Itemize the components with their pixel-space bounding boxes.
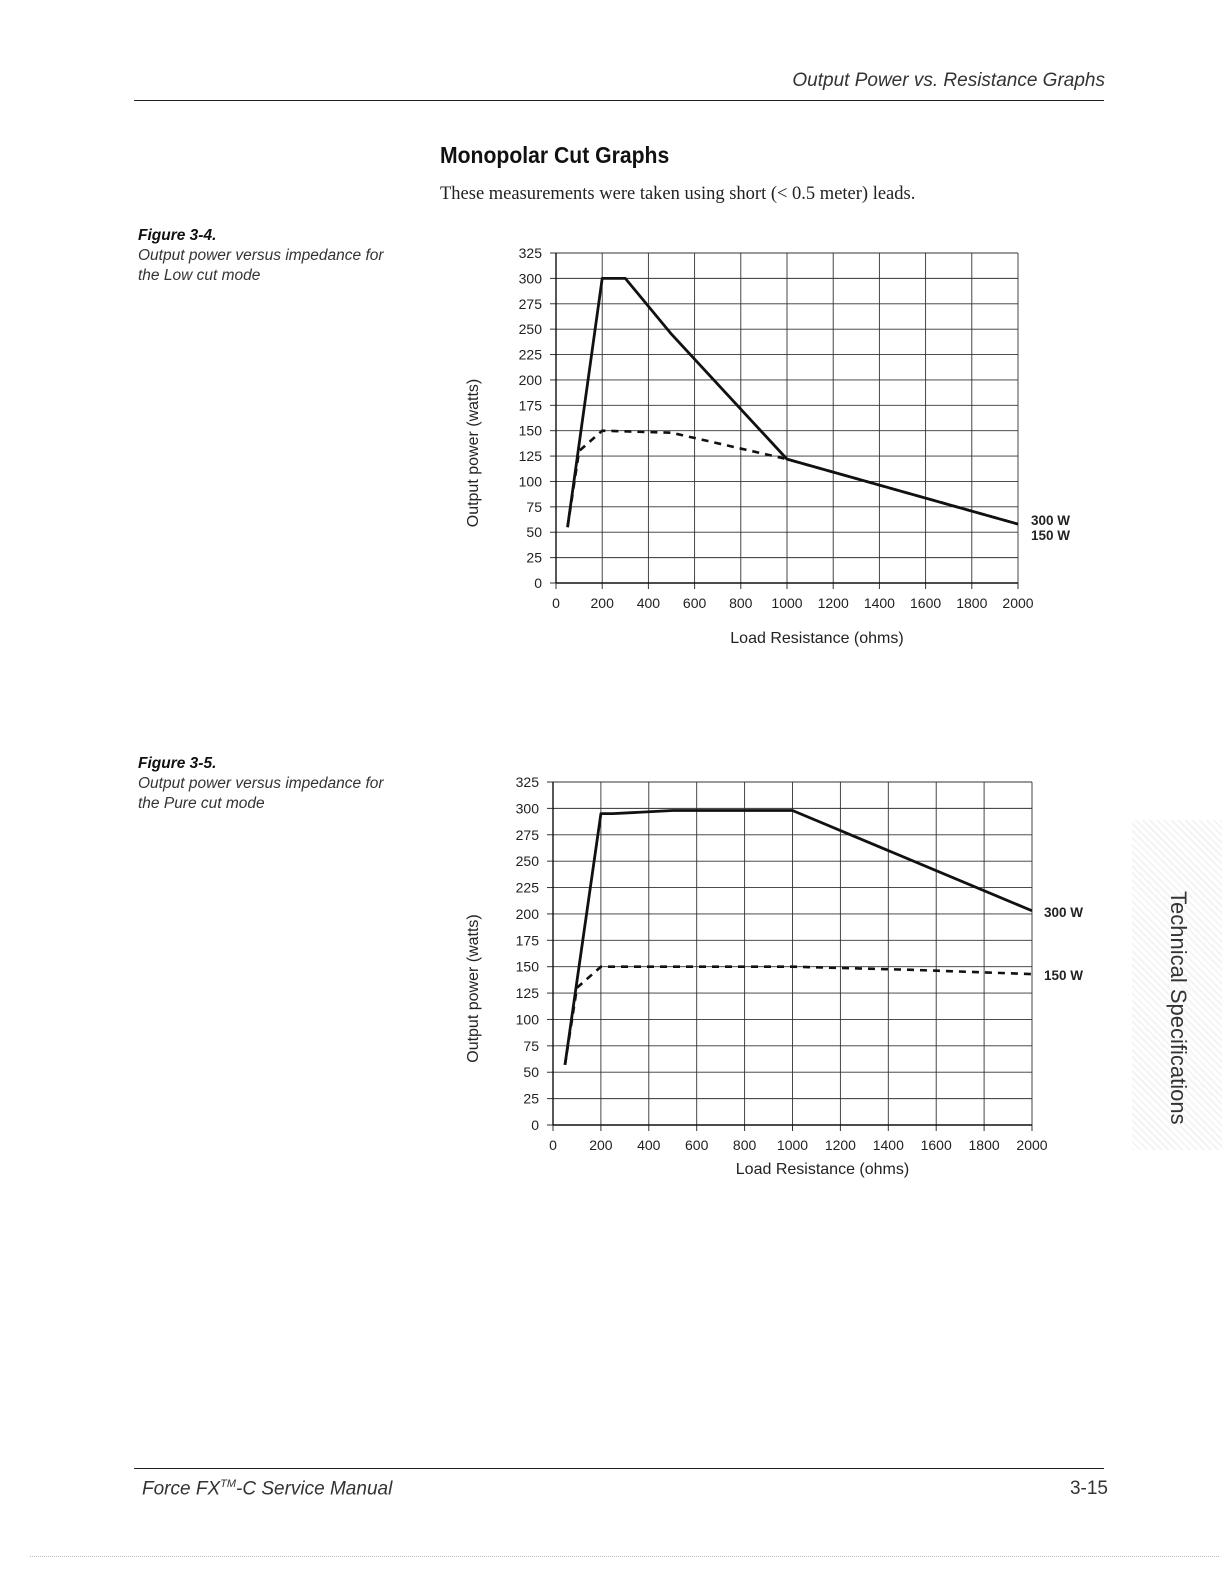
y-tick-label: 25 <box>526 549 542 566</box>
series-line-300-w <box>565 810 1032 1064</box>
x-tick-label: 1800 <box>956 595 988 611</box>
series-label: 300 W <box>1031 513 1071 528</box>
y-tick-label: 50 <box>523 1064 539 1081</box>
y-tick-label: 300 <box>515 800 539 817</box>
x-tick-label: 1400 <box>863 595 895 611</box>
figure-caption-text: Output power versus impedance for the Pure cut mode <box>138 775 384 812</box>
y-tick-label: 75 <box>523 1037 539 1054</box>
running-head: Output Power vs. Resistance Graphs <box>792 70 1105 91</box>
y-tick-label: 50 <box>526 524 542 541</box>
intro-text: These measurements were taken using short (< 0.5 meter) leads. <box>440 184 916 204</box>
y-tick-label: 275 <box>515 826 539 843</box>
y-tick-label: 125 <box>515 985 539 1002</box>
x-tick-label: 1000 <box>771 595 803 611</box>
y-tick-label: 325 <box>518 245 542 261</box>
y-tick-label: 325 <box>515 774 539 790</box>
x-tick-label: 400 <box>636 595 661 611</box>
side-tab-label: Technical Specifications <box>1166 891 1191 1125</box>
x-axis-title: Load Resistance (ohms) <box>730 630 904 647</box>
section-title: Monopolar Cut Graphs <box>440 142 670 168</box>
y-tick-label: 275 <box>518 295 542 312</box>
x-tick-label: 1400 <box>872 1137 904 1153</box>
x-tick-label: 400 <box>637 1137 661 1153</box>
footer-title <box>142 1478 392 1500</box>
trademark-sup: TM <box>220 1478 237 1490</box>
scan-edge <box>30 1556 1219 1557</box>
y-tick-label: 125 <box>518 448 542 465</box>
y-tick-label: 150 <box>515 958 539 975</box>
footer-title-suffix: -C Service Manual <box>236 1478 393 1500</box>
y-tick-label: 175 <box>515 932 539 949</box>
y-tick-label: 250 <box>515 853 539 870</box>
x-tick-label: 800 <box>729 595 753 611</box>
figure-label: Figure 3-4. <box>138 227 217 244</box>
figure-label: Figure 3-5. <box>138 755 217 772</box>
x-axis-title: Load Resistance (ohms) <box>735 1161 910 1178</box>
x-tick-label: 1000 <box>776 1137 809 1153</box>
y-tick-label: 300 <box>518 270 542 287</box>
y-tick-label: 0 <box>534 575 542 591</box>
y-tick-label: 250 <box>518 321 542 338</box>
footer-rule <box>134 1468 1104 1469</box>
y-tick-label: 225 <box>515 879 539 896</box>
y-axis-title: Output power (watts) <box>465 914 482 1063</box>
y-tick-label: 25 <box>523 1090 539 1107</box>
page-number: 3-15 <box>1069 1478 1108 1499</box>
y-tick-label: 175 <box>518 397 542 414</box>
x-tick-label: 1200 <box>817 595 849 611</box>
x-tick-label: 600 <box>682 595 707 611</box>
series-label: 150 W <box>1031 528 1071 543</box>
series-line-150-w <box>565 967 1032 1065</box>
x-tick-label: 1800 <box>968 1137 1000 1153</box>
y-tick-label: 75 <box>526 498 542 515</box>
figure-caption-text: Output power versus impedance for the Low cut mode <box>138 247 384 284</box>
y-tick-label: 150 <box>518 422 542 439</box>
x-tick-label: 2000 <box>1002 595 1034 611</box>
y-tick-label: 100 <box>518 473 542 490</box>
y-tick-label: 225 <box>518 346 542 363</box>
x-tick-label: 200 <box>590 595 614 611</box>
x-tick-label: 200 <box>589 1137 613 1153</box>
footer-title-prefix: Force FX <box>142 1478 221 1500</box>
x-tick-label: 800 <box>732 1137 757 1153</box>
y-tick-label: 0 <box>531 1117 539 1133</box>
x-tick-label: 0 <box>552 595 560 611</box>
y-tick-label: 200 <box>515 905 539 922</box>
x-tick-label: 1600 <box>920 1137 952 1153</box>
series-label: 150 W <box>1044 968 1084 983</box>
series-label: 300 W <box>1044 905 1084 920</box>
y-axis-title: Output power (watts) <box>465 378 482 528</box>
x-tick-label: 600 <box>685 1137 709 1153</box>
x-tick-label: 2000 <box>1016 1137 1048 1153</box>
x-tick-label: 1200 <box>824 1137 856 1153</box>
y-tick-label: 100 <box>515 1011 539 1028</box>
x-tick-label: 1600 <box>910 595 942 611</box>
x-tick-label: 0 <box>549 1137 557 1153</box>
y-tick-label: 200 <box>518 371 542 388</box>
